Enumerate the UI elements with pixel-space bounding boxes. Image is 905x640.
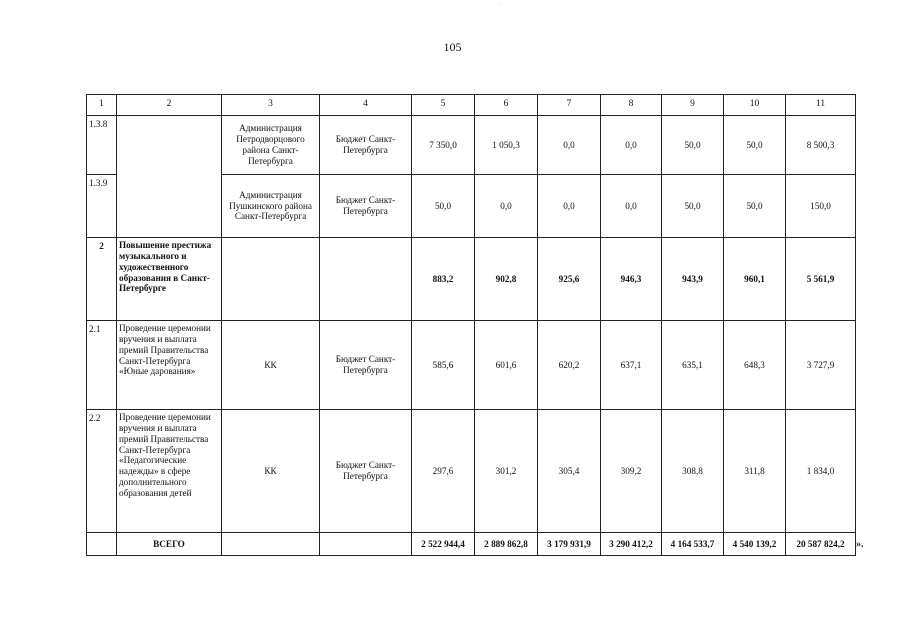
row-source: Бюджет Санкт-Петербурга	[320, 410, 412, 533]
value-cell: 585,6	[412, 321, 475, 410]
value-cell: 1 050,3	[475, 116, 538, 175]
value-cell: 925,6	[538, 238, 601, 321]
value-cell: 308,8	[662, 410, 724, 533]
value-cell: 0,0	[538, 175, 601, 238]
total-value: 3 290 412,2	[601, 533, 662, 556]
value-cell: 946,3	[601, 238, 662, 321]
header-row	[87, 95, 856, 116]
value-cell: 637,1	[601, 321, 662, 410]
row-code: 2.1	[87, 321, 117, 410]
table-row	[87, 116, 856, 175]
value-cell: 7 350,0	[412, 116, 475, 175]
table-row	[87, 238, 856, 321]
header-cell: 8	[601, 95, 662, 116]
row-code: 1.3.9	[87, 175, 117, 238]
row-name	[117, 116, 222, 238]
value-cell: 943,9	[662, 238, 724, 321]
row-source: Бюджет Санкт-Петербурга	[320, 175, 412, 238]
page-number: 105	[443, 40, 462, 54]
value-cell: 311,8	[724, 410, 786, 533]
closing-quote-mark: ».	[856, 539, 864, 550]
value-cell: 309,2	[601, 410, 662, 533]
total-value: 20 587 824,2	[786, 533, 856, 556]
value-cell: 960,1	[724, 238, 786, 321]
value-cell: 620,2	[538, 321, 601, 410]
header-cell: 2	[117, 95, 222, 116]
header-cell: 1	[87, 95, 117, 116]
header-cell: 7	[538, 95, 601, 116]
table-row	[87, 321, 856, 410]
total-row	[87, 533, 856, 556]
row-code: 1.3.8	[87, 116, 117, 175]
total-code-cell	[87, 533, 117, 556]
row-executor: Администрация Петродворцового района Санкт-Петербурга	[222, 116, 320, 175]
row-executor: Администрация Пушкинского района Санкт-Петербурга	[222, 175, 320, 238]
budget-table	[86, 94, 856, 556]
total-value: 4 540 139,2	[724, 533, 786, 556]
value-cell: 1 834,0	[786, 410, 856, 533]
header-cell: 10	[724, 95, 786, 116]
row-name: Проведение церемонии вручения и выплата премий Правительства Санкт-Петербурга «Педагогические надежды» в сфере дополнительного образования детей	[117, 410, 222, 533]
row-code: 2.2	[87, 410, 117, 533]
value-cell: 635,1	[662, 321, 724, 410]
value-cell: 648,3	[724, 321, 786, 410]
total-value: 2 522 944,4	[412, 533, 475, 556]
value-cell: 297,6	[412, 410, 475, 533]
row-executor: КК	[222, 410, 320, 533]
value-cell: 883,2	[412, 238, 475, 321]
value-cell: 0,0	[475, 175, 538, 238]
row-executor	[222, 238, 320, 321]
value-cell: 0,0	[538, 116, 601, 175]
total-value: 3 179 931,9	[538, 533, 601, 556]
table-row	[87, 410, 856, 533]
value-cell: 150,0	[786, 175, 856, 238]
row-source: Бюджет Санкт-Петербурга	[320, 321, 412, 410]
header-cell: 9	[662, 95, 724, 116]
row-source: Бюджет Санкт-Петербурга	[320, 116, 412, 175]
total-value: 2 889 862,8	[475, 533, 538, 556]
value-cell: 50,0	[412, 175, 475, 238]
value-cell: 601,6	[475, 321, 538, 410]
value-cell: 50,0	[724, 175, 786, 238]
value-cell: 0,0	[601, 175, 662, 238]
corner-mark: ·	[500, 2, 502, 8]
row-code: 2	[87, 238, 117, 321]
total-value: 4 164 533,7	[662, 533, 724, 556]
value-cell: 902,8	[475, 238, 538, 321]
row-name: Повышение престижа музыкального и художественного образования в Санкт-Петербурге	[117, 238, 222, 321]
value-cell: 8 500,3	[786, 116, 856, 175]
row-source	[320, 238, 412, 321]
value-cell: 305,4	[538, 410, 601, 533]
row-name: Проведение церемонии вручения и выплата премий Правительства Санкт-Петербурга «Юные дарования»	[117, 321, 222, 410]
value-cell: 50,0	[662, 175, 724, 238]
total-label: ВСЕГО	[117, 533, 222, 556]
total-source-cell	[320, 533, 412, 556]
header-cell: 11	[786, 95, 856, 116]
header-cell: 4	[320, 95, 412, 116]
value-cell: 0,0	[601, 116, 662, 175]
header-cell: 3	[222, 95, 320, 116]
value-cell: 50,0	[724, 116, 786, 175]
value-cell: 50,0	[662, 116, 724, 175]
value-cell: 5 561,9	[786, 238, 856, 321]
header-cell: 5	[412, 95, 475, 116]
value-cell: 3 727,9	[786, 321, 856, 410]
header-cell: 6	[475, 95, 538, 116]
value-cell: 301,2	[475, 410, 538, 533]
row-executor: КК	[222, 321, 320, 410]
total-executor-cell	[222, 533, 320, 556]
